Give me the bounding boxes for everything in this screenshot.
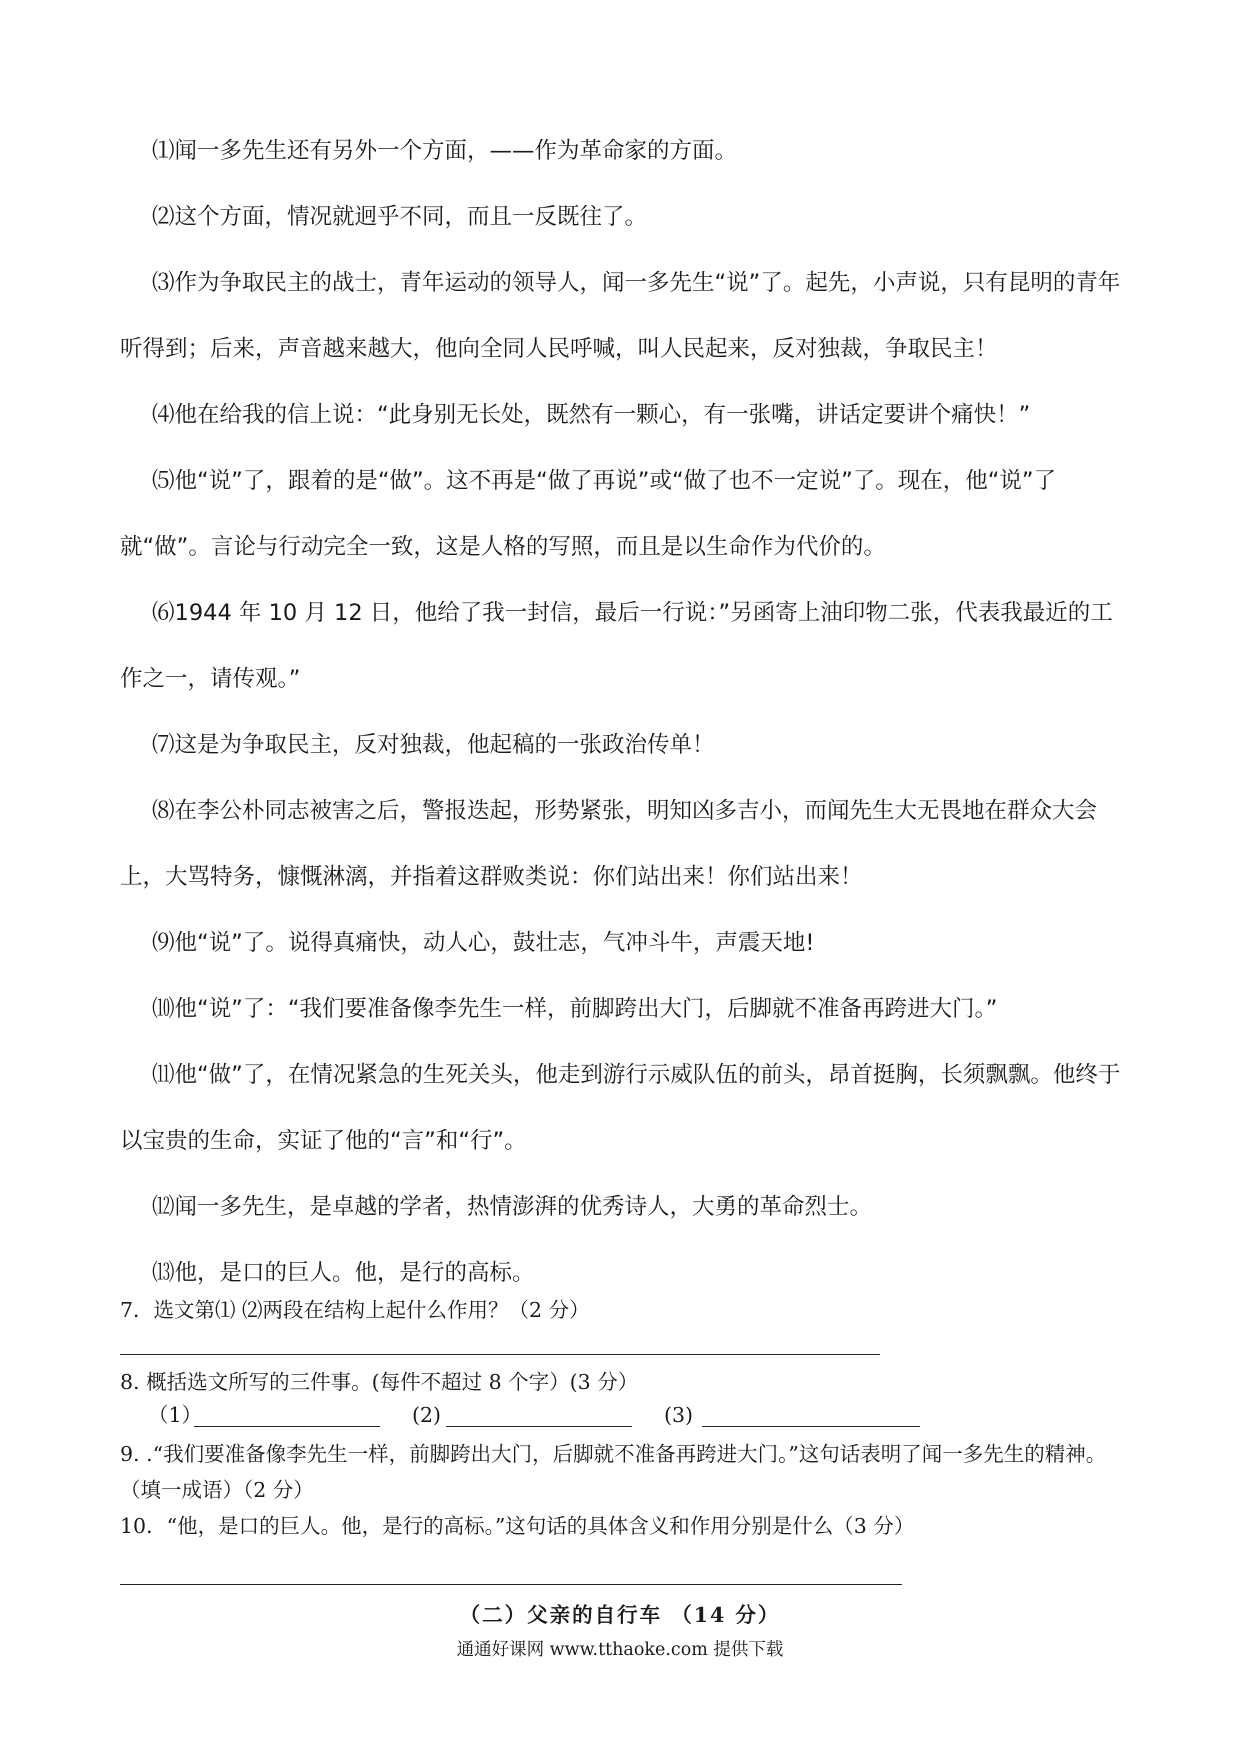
question-10: 10．“他，是口的巨人。他，是行的高标。”这句话的具体含义和作用分别是什么（3 分）: [120, 1514, 915, 1538]
q8-blank-label-2: (2): [412, 1403, 442, 1427]
q8-answer-line-3[interactable]: [702, 1426, 920, 1427]
section-title: （二）父亲的自行车 （14 分）: [459, 1603, 781, 1627]
passage-paragraph-6: ⑹1944 年 10 月 12 日，他给了我一封信，最后一行说：”另函寄上油印物二张，代表我最近的工作之一，请传观。”: [120, 600, 1113, 692]
q8-answer-line-2[interactable]: [446, 1426, 632, 1427]
passage-paragraph-8: ⑻在李公朴同志被害之后，警报迭起，形势紧张，明知凶多吉小，而闻先生大无畏地在群众大会上，大骂特务，慷慨淋漓，并指着这群败类说：你们站出来！你们站出来！: [120, 798, 1098, 890]
q8-blank-label-1: （1）: [148, 1403, 203, 1427]
passage-paragraph-12: ⑿闻一多先生，是卓越的学者，热情澎湃的优秀诗人，大勇的革命烈士。: [152, 1194, 873, 1220]
answer-line-q10[interactable]: [120, 1584, 902, 1585]
passage-paragraph-5: ⑸他“说”了，跟着的是“做”。这不再是“做了再说”或“做了也不一定说”了。现在，他“说”了就“做”。言论与行动完全一致，这是人格的写照，而且是以生命作为代价的。: [120, 468, 1057, 560]
question-8: 8. 概括选文所写的三件事。(每件不超过 8 个字）(3 分）: [120, 1370, 639, 1394]
question-9: 9. .“我们要准备像李先生一样，前脚跨出大门，后脚就不准备再跨进大门。”这句话表明了闻一多先生的精神。（填一成语）（2 分）: [120, 1442, 1107, 1502]
passage-paragraph-2: ⑵这个方面，情况就迥乎不同，而且一反既往了。: [152, 204, 648, 230]
passage-paragraph-10: ⑽他“说”了：“我们要准备像李先生一样，前脚跨出大门，后脚就不准备再跨进大门。”: [152, 996, 998, 1022]
passage-paragraph-11: ⑾他“做”了，在情况紧急的生死关头，他走到游行示威队伍的前头，昂首挺胸，长须飘飘。他终于以宝贵的生命，实证了他的“言”和“行”。: [120, 1062, 1121, 1154]
passage-paragraph-13: ⒀他，是口的巨人。他，是行的高标。: [152, 1260, 535, 1286]
passage-paragraph-9: ⑼他“说”了。说得真痛快，动人心，鼓壮志，气冲斗牛，声震天地!: [152, 930, 815, 956]
passage-paragraph-1: ⑴闻一多先生还有另外一个方面，——作为革命家的方面。: [152, 138, 738, 164]
question-7: 7．选文第⑴ ⑵两段在结构上起什么作用？（2 分）: [120, 1298, 590, 1322]
passage-paragraph-7: ⑺这是为争取民主，反对独裁，他起稿的一张政治传单！: [152, 732, 715, 758]
answer-line-q7[interactable]: [120, 1354, 880, 1355]
q8-blank-label-3: (3): [664, 1403, 694, 1427]
footer-source: 通通好课网 www.tthaoke.com 提供下载: [456, 1640, 784, 1660]
q8-answer-line-1[interactable]: [194, 1426, 380, 1427]
passage-paragraph-3: ⑶作为争取民主的战士，青年运动的领导人，闻一多先生“说”了。起先，小声说，只有昆明的青年听得到；后来，声音越来越大，他向全同人民呼喊，叫人民起来，反对独裁，争取民主！: [120, 270, 1121, 362]
passage-paragraph-4: ⑷他在给我的信上说：“此身别无长处，既然有一颗心，有一张嘴，讲话定要讲个痛快！”: [152, 402, 1031, 428]
